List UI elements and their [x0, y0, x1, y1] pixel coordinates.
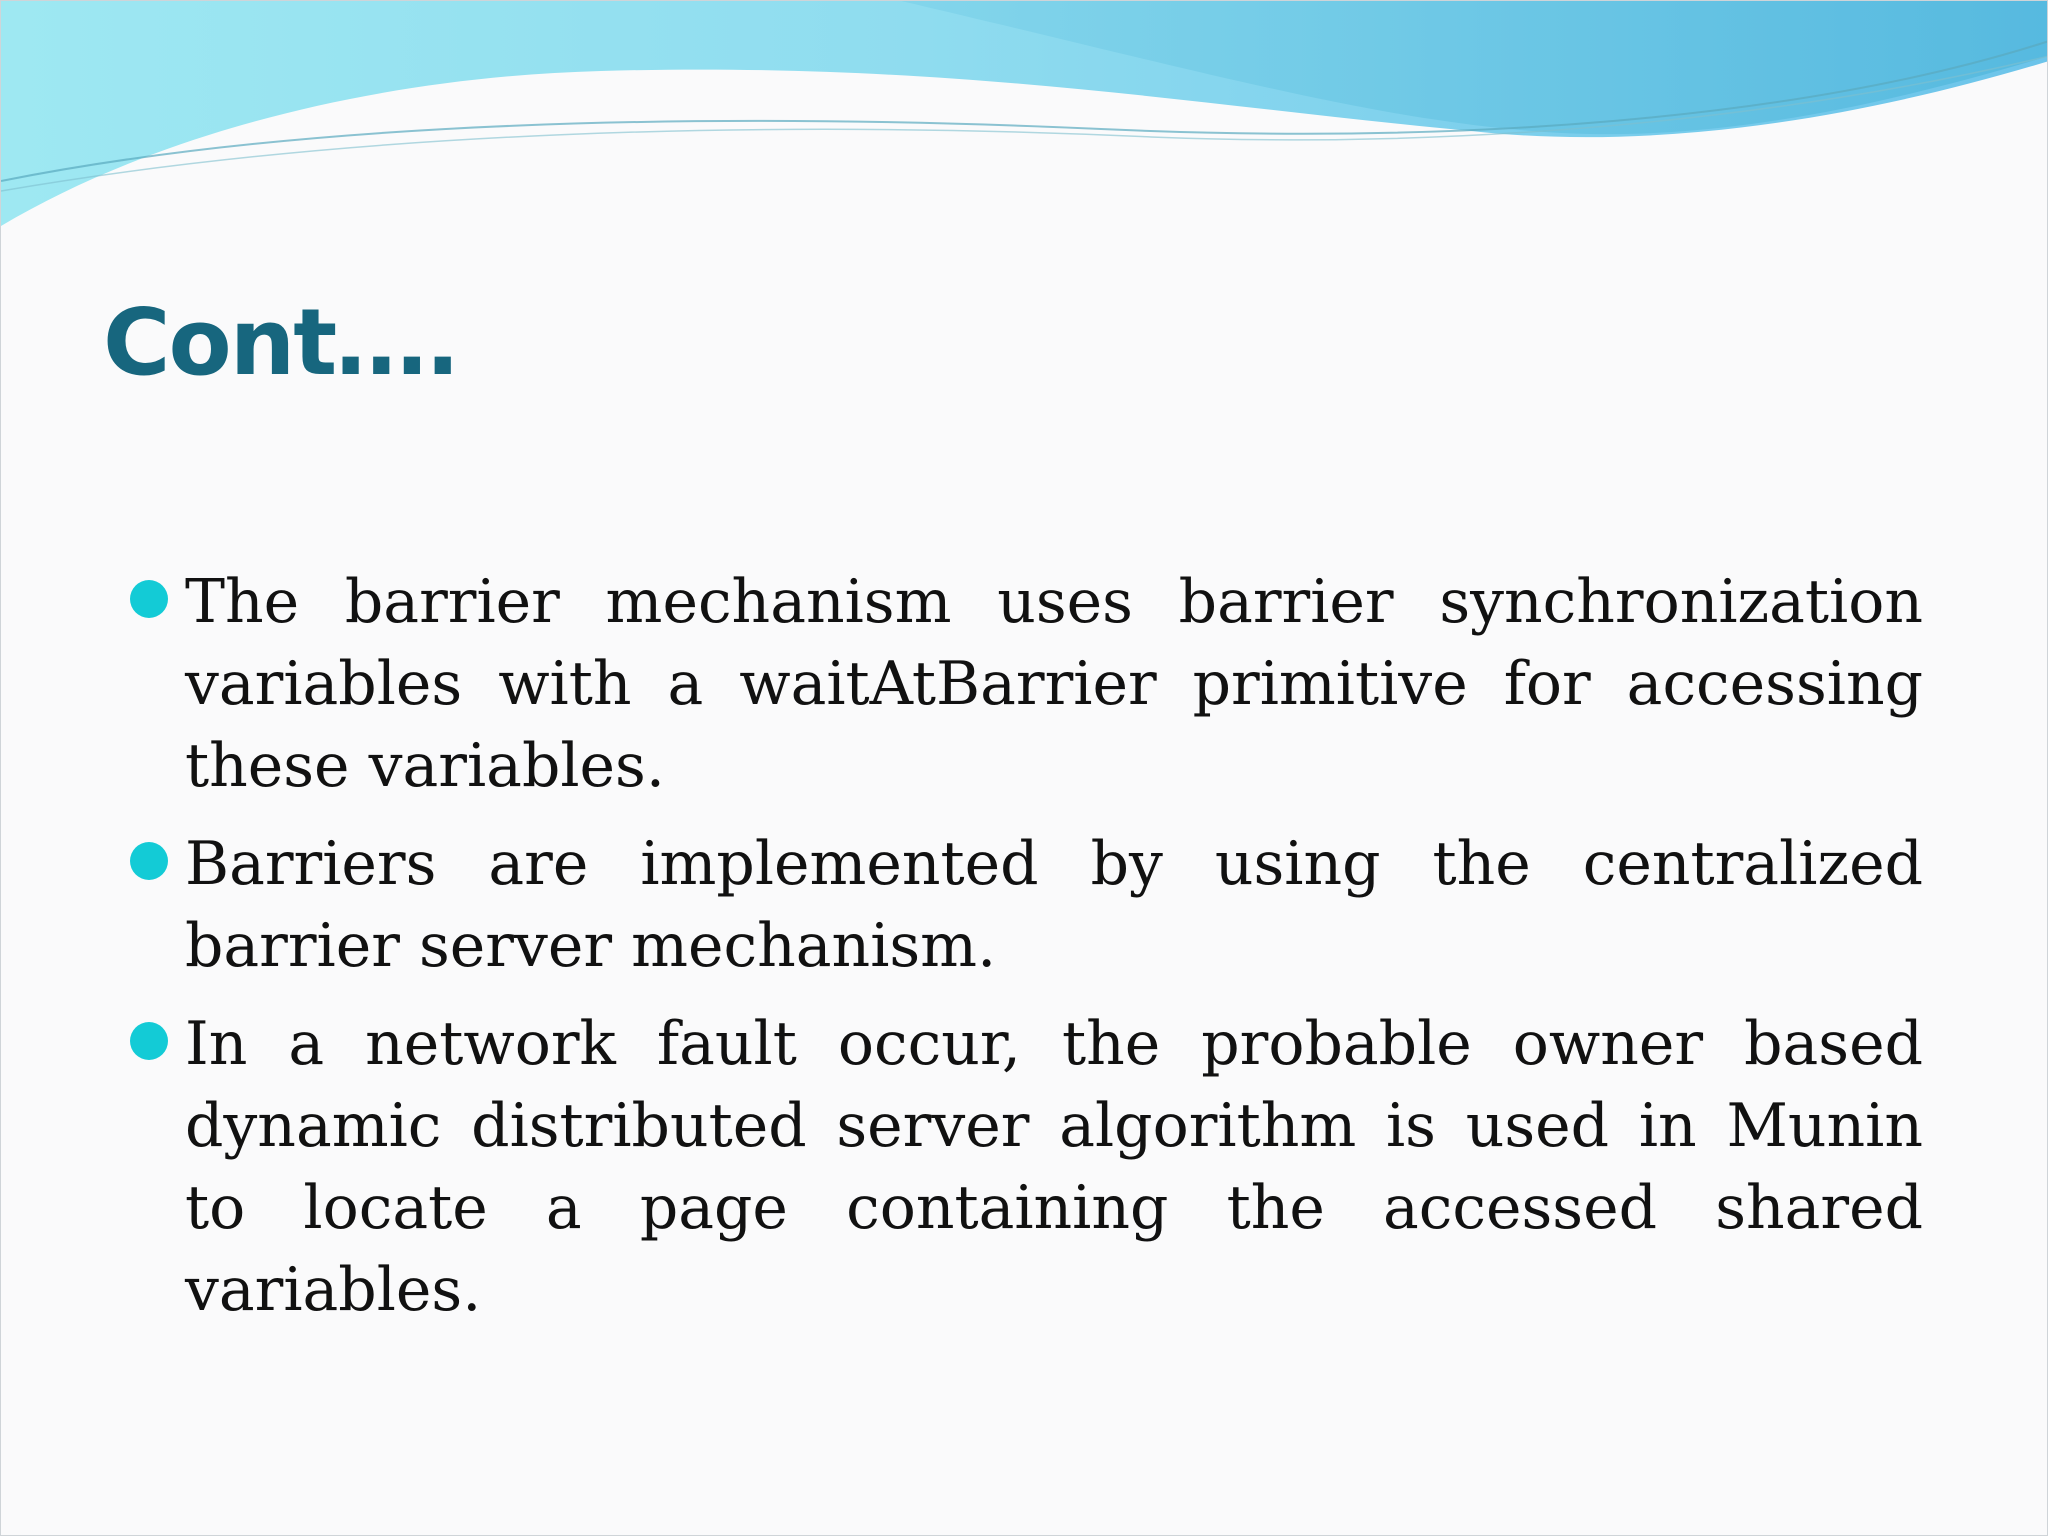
bullet-item — [185, 1003, 1923, 1331]
bullet-dot-icon — [130, 842, 168, 880]
bullet-list — [185, 561, 1923, 1347]
header-wave-decoration — [1, 1, 2048, 241]
bullet-item — [185, 561, 1923, 807]
bullet-dot-icon — [130, 1022, 168, 1060]
bullet-text: The barrier mechanism uses barrier synchronization variables with a waitAtBarrier primitive for accessing these variables. — [185, 567, 1923, 801]
bullet-item — [185, 823, 1923, 987]
slide-title: Cont…. — [103, 289, 459, 396]
bullet-text: Barriers are implemented by using the centralized barrier server mechanism. — [185, 829, 1923, 981]
bullet-text: In a network fault occur, the probable owner based dynamic distributed server algorithm is used in Munin to locate a page containing the accessed shared variables. — [185, 1009, 1923, 1325]
bullet-dot-icon — [130, 580, 168, 618]
